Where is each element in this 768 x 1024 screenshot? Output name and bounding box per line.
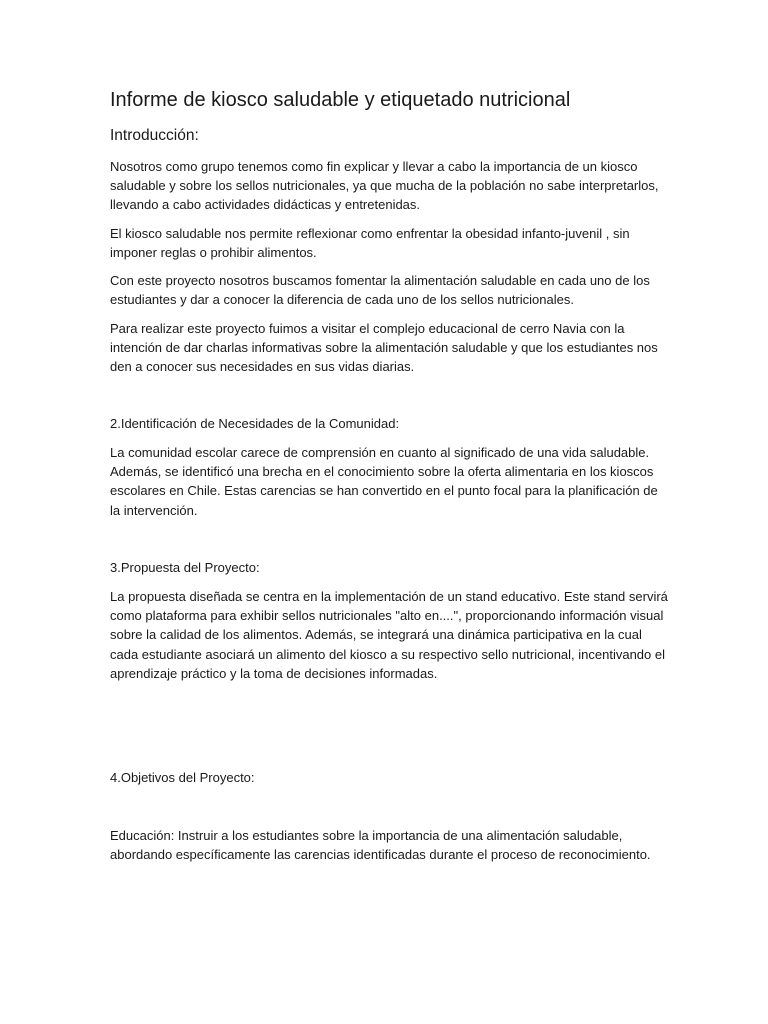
section-paragraph-needs: La comunidad escolar carece de comprensión en cuanto al significado de una vida saludable. Además, se identificó una brecha en el conocimiento sobre la oferta alimentaria en los kioscos escolares en Chile. Estas carencias se han convertido en el punto focal para la planificación de la intervención.: [110, 445, 658, 518]
intro-paragraph-1: Nosotros como grupo tenemos como fin explicar y llevar a cabo la importancia de un kiosco saludable y sobre los sellos nutricionales, ya que mucha de la población no sabe interpretarlos, llevando a cabo actividades didácticas y entretenidas.: [110, 159, 659, 213]
document-title: Informe de kiosco saludable y etiquetado nutricional: [110, 89, 571, 111]
intro-heading: Introducción:: [110, 127, 199, 144]
section-heading-needs: 2.Identificación de Necesidades de la Comunidad:: [110, 416, 400, 431]
intro-paragraph-3: Con este proyecto nosotros buscamos fomentar la alimentación saludable en cada uno de los estudiantes y dar a conocer la diferencia de cada uno de los sellos nutricionales.: [110, 273, 650, 308]
intro-paragraph-4: Para realizar este proyecto fuimos a visitar el complejo educacional de cerro Navia con la intención de dar charlas informativas sobre la alimentación saludable y que los estudiantes nos den a conocer sus necesidades en sus vidas diarias.: [110, 321, 658, 375]
section-paragraph-proposal: La propuesta diseñada se centra en la implementación de un stand educativo. Este stand servirá como plataforma para exhibir sellos nutricionales "alto en....", proporcionando información visual sobre la calidad de los alimentos. Además, se integrará una dinámica participativa en la cual cada estudiante asociará un alimento del kiosco a su respectivo sello nutricional, incentivando el aprendizaje práctico y la toma de decisiones informadas.: [110, 589, 668, 681]
section-paragraph-objectives: Educación: Instruir a los estudiantes sobre la importancia de una alimentación saludable, abordando específicamente las carencias identificadas durante el proceso de reconocimiento.: [110, 828, 651, 863]
section-heading-objectives: 4.Objetivos del Proyecto:: [110, 770, 255, 785]
section-heading-proposal: 3.Propuesta del Proyecto:: [110, 560, 260, 575]
intro-paragraph-2: El kiosco saludable nos permite reflexionar como enfrentar la obesidad infanto-juvenil , sin imponer reglas o prohibir alimentos.: [110, 226, 630, 261]
